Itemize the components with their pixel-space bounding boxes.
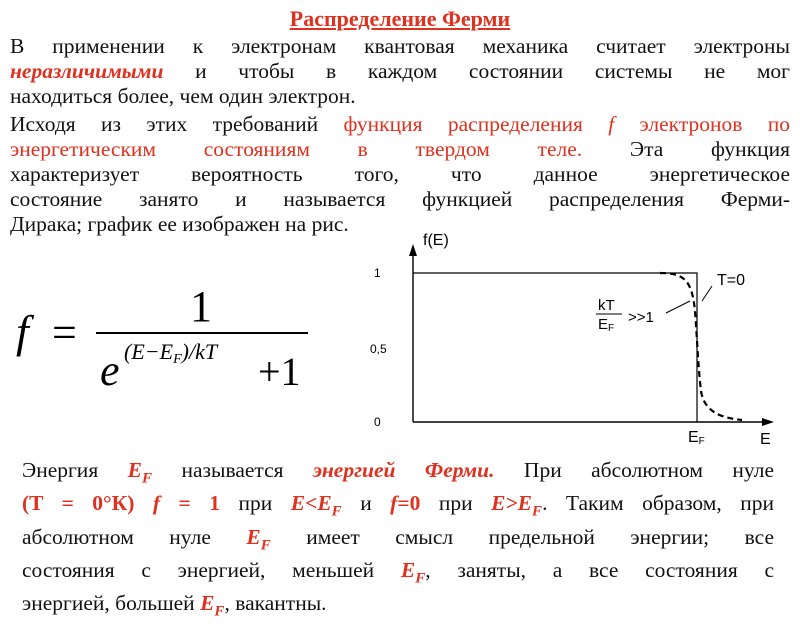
kt-pointer — [666, 301, 690, 313]
t0-step-curve — [413, 273, 697, 422]
y-tick-half: 0,5 — [370, 342, 387, 356]
slide-title: Распределение Ферми — [289, 6, 511, 31]
p2-line-5: Дирака; график ее изображен на рис. — [10, 212, 349, 236]
formula-equals: = — [52, 308, 77, 357]
distribution-paragraph — [10, 112, 790, 237]
y-tick-1: 1 — [374, 266, 381, 280]
p2-l2-rest: Эта функция — [582, 137, 790, 161]
p1-line-2-rest: и чтобы в каждом состоянии системы не мог — [163, 59, 790, 83]
formula-exponent: (E−EF)/kT — [124, 339, 218, 367]
p3-line-2: (T = 0°К) f = 1 при $E<E_F$ и f=0 при $E>E_F$. Таким образом, при — [22, 491, 774, 520]
p2-l1-red: функция распределения — [343, 112, 609, 136]
kt-relation: >>1 — [628, 309, 654, 326]
p1-line-1: В применении к электронам квантовая механика считает электроны — [10, 34, 790, 58]
formula-plus-one: +1 — [258, 349, 301, 393]
indistinguishable-term: неразличимыми — [10, 59, 164, 83]
p2-line-3: характеризует вероятность того, что данное энергетическое — [10, 162, 790, 186]
fermi-energy-term: энергией Ферми. — [312, 458, 495, 482]
p3-line-5: энергией, большей $E_F$, вакантны. — [22, 591, 327, 620]
p3-line-3: абсолютном нуле $E_F$ имеет смысл предельной энергии; все — [22, 524, 774, 553]
p2-l2-red: энергетическим состояниям в твердом теле. — [10, 137, 583, 161]
p3-line-4: состояния с энергией, меньшей $E_F$, заняты, а все состояния с — [22, 557, 774, 587]
p2-line-1 — [10, 112, 790, 137]
finite-temperature-curve — [660, 273, 742, 420]
intro-paragraph — [10, 34, 790, 109]
fermi-dirac-formula — [14, 283, 324, 393]
p2-line-4: состояние занято и называется функцией распределения Ферми- — [10, 187, 790, 211]
x-axis-label: E — [760, 431, 771, 448]
p1-line-3: находиться более, чем один электрон. — [10, 84, 356, 108]
y-axis-label: f(E) — [423, 232, 449, 249]
p3-line-1: Энергия $E_F$ называется энергией Ферми. При абсолютном нуле — [22, 458, 774, 487]
fermi-energy-paragraph — [22, 458, 774, 624]
y-tick-0: 0 — [374, 415, 381, 429]
fermi-distribution-graph — [360, 226, 790, 451]
kt-denominator: EF — [598, 316, 615, 334]
p1-line-2 — [10, 59, 790, 84]
t0-label: T=0 — [717, 272, 746, 289]
x-axis-arrow — [762, 418, 774, 426]
p2-l1-red2: электронов по — [614, 112, 790, 136]
p2-l1-f: f — [608, 112, 615, 136]
formula-e: e — [100, 346, 120, 393]
y-axis-arrow — [409, 244, 417, 256]
kt-numerator: kT — [598, 297, 615, 314]
fermi-energy-tick: EF — [688, 429, 705, 447]
t0-pointer — [702, 286, 712, 301]
formula-f: f — [16, 306, 29, 357]
p2-l1-a: Исходя из этих требований — [10, 112, 344, 136]
ef-symbol: $E_F$ — [127, 458, 153, 487]
formula-numerator: 1 — [190, 283, 212, 331]
p2-line-2 — [10, 137, 790, 162]
